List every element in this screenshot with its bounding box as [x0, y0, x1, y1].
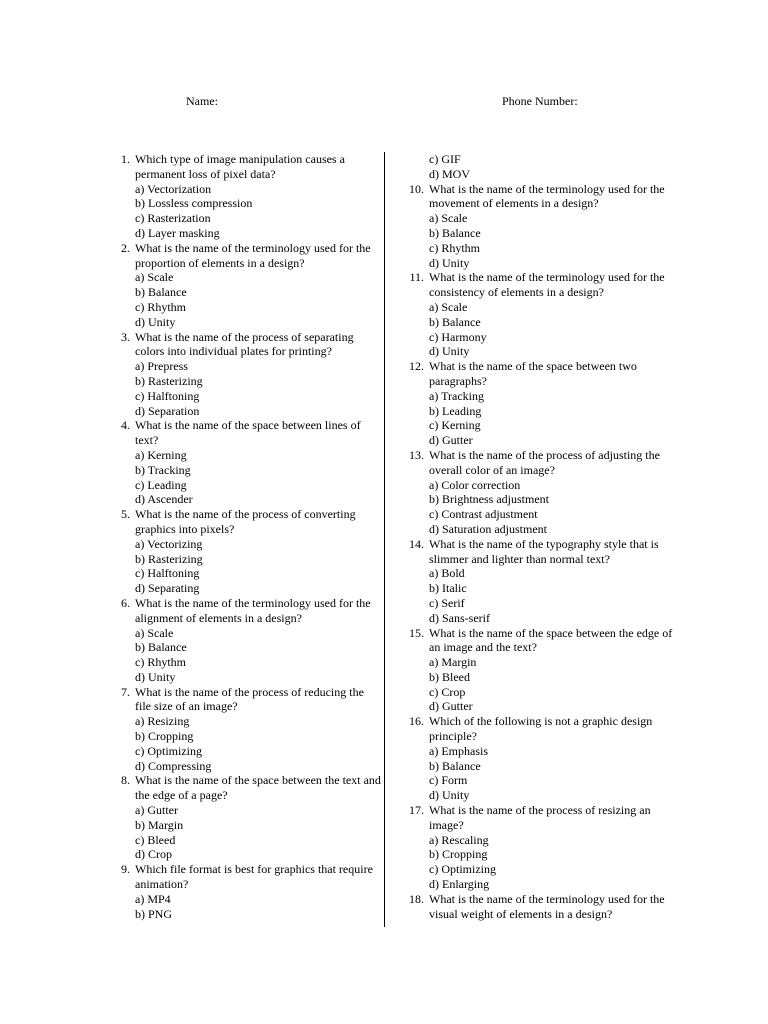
question-item [404, 182, 680, 271]
answer-option: a) Scale [429, 299, 468, 314]
answer-option: a) Bold [429, 566, 465, 581]
answer-option: b) PNG [135, 906, 173, 921]
answer-option: c) Optimizing [135, 743, 202, 758]
answer-option: b) Cropping [135, 729, 194, 744]
question-text: What is the name of the space between two paragraphs? [429, 359, 637, 388]
question-text: Which of the following is not a graphic design principle? [429, 714, 653, 744]
answer-option: c) Halftoning [135, 388, 200, 403]
question-item [404, 892, 680, 922]
question-item [110, 507, 382, 596]
answer-option: a) Emphasis [429, 743, 488, 758]
question-item [404, 448, 680, 537]
question-text: What is the name of the terminology used for the proportion of elements in a design? [135, 240, 371, 270]
question-text: What is the name of the space between the edge of an image and the text? [429, 625, 673, 655]
question-number: 2. [121, 240, 130, 255]
answer-option: c) Rhythm [135, 655, 186, 670]
answer-option: d) Crop [135, 847, 172, 862]
question-item [110, 773, 382, 862]
answer-option: d) Gutter [429, 699, 473, 714]
answer-option: a) Rescaling [429, 832, 489, 847]
question-text: What is the name of the process of resizing an image? [429, 803, 651, 832]
answer-option: c) Kerning [429, 418, 481, 433]
question-number: 8. [121, 773, 130, 788]
answer-option: c) Optimizing [429, 862, 496, 877]
answer-option: d) Unity [429, 255, 470, 270]
answer-option: c) Form [429, 773, 468, 788]
question-number: 1. [121, 152, 130, 166]
question-number: 10. [409, 181, 424, 196]
question-item [110, 862, 382, 921]
question-text: What is the name of the process of separating colors into individual plates for printing? [135, 329, 354, 359]
answer-option: b) Margin [135, 817, 184, 832]
answer-option: b) Lossless compression [135, 196, 253, 211]
answer-option: d) Layer masking [135, 225, 220, 240]
answer-option: d) Sans-serif [429, 610, 490, 625]
answer-option: c) Serif [429, 595, 465, 610]
question-text: What is the name of the space between the text and the edge of a page? [135, 773, 381, 803]
answer-option: b) Rasterizing [135, 373, 203, 388]
answer-option: d) Gutter [429, 433, 473, 448]
question-number: 7. [121, 684, 130, 699]
question-text: What is the name of the terminology used for the movement of elements in a design? [429, 181, 665, 211]
question-item [110, 685, 382, 774]
question-number: 14. [409, 536, 424, 551]
question-item [404, 803, 680, 892]
question-item [110, 596, 382, 685]
answer-option: d) Ascender [135, 492, 193, 507]
answer-option: b) Italic [429, 581, 467, 596]
question-number: 6. [121, 595, 130, 610]
answer-option: d) Saturation adjustment [429, 521, 547, 536]
right-question-column [404, 152, 680, 921]
left-question-column [110, 152, 382, 921]
question-number: 16. [409, 714, 424, 729]
answer-option: c) Harmony [429, 329, 487, 344]
answer-option: b) Leading [429, 403, 482, 418]
question-text: What is the name of the terminology used for the alignment of elements in a design? [135, 595, 371, 625]
answer-option: b) Balance [429, 314, 481, 329]
question-item [110, 330, 382, 419]
answer-option: b) Balance [429, 225, 481, 240]
answer-option: a) Scale [429, 211, 468, 226]
question-text: What is the name of the terminology used for the visual weight of elements in a design? [429, 891, 665, 921]
question-number: 11. [409, 270, 424, 285]
answer-option: c) Rhythm [429, 240, 480, 255]
answer-option: b) Rasterizing [135, 551, 203, 566]
answer-option: d) Separation [135, 403, 200, 418]
answer-option: b) Balance [135, 640, 187, 655]
answer-option: d) Unity [429, 788, 470, 803]
answer-option: d) Unity [429, 344, 470, 359]
answer-option: a) Gutter [135, 803, 178, 818]
name-label: Name: [186, 94, 218, 108]
answer-option: b) Bleed [429, 669, 470, 684]
question-text: What is the name of the process of converting graphics into pixels? [135, 507, 356, 536]
answer-option: d) MOV [429, 166, 470, 181]
answer-option: b) Balance [135, 285, 187, 300]
column-divider [384, 152, 385, 927]
answer-option: d) Unity [135, 669, 176, 684]
question-text: Which type of image manipulation causes a permanent loss of pixel data? [135, 152, 345, 181]
answer-option: a) Prepress [135, 359, 188, 374]
answer-option: c) Rhythm [135, 299, 186, 314]
answer-option: d) Enlarging [429, 877, 490, 892]
question-number: 13. [409, 447, 424, 462]
question-number: 17. [409, 803, 424, 818]
question-item [110, 418, 382, 507]
question-item [404, 270, 680, 359]
answer-option: a) Kerning [135, 447, 187, 462]
answer-option: c) Rasterization [135, 211, 211, 226]
answer-option: a) Tracking [429, 388, 484, 403]
answer-option: d) Compressing [135, 758, 212, 773]
question-item [110, 241, 382, 330]
question-number: 4. [121, 418, 130, 433]
question-text: Which file format is best for graphics that require animation? [135, 862, 373, 892]
answer-option: d) Unity [135, 314, 176, 329]
question-text: What is the name of the space between lines of text? [135, 418, 361, 448]
question-number: 5. [121, 507, 130, 522]
answer-option: a) Resizing [135, 714, 190, 729]
question-item [404, 359, 680, 448]
question-number: 3. [121, 329, 130, 344]
question-number: 9. [121, 862, 130, 877]
answer-option: a) Scale [135, 625, 174, 640]
question-number: 15. [409, 625, 424, 640]
answer-option: c) Crop [429, 684, 466, 699]
answer-option: a) Margin [429, 655, 477, 670]
continued-options [404, 152, 680, 182]
question-text: What is the name of the process of reducing the file size of an image? [135, 684, 364, 714]
question-item [404, 626, 680, 715]
answer-option: d) Separating [135, 581, 200, 596]
question-item [110, 152, 382, 241]
answer-option: c) GIF [429, 152, 461, 166]
question-text: What is the name of the typography style that is slimmer and lighter than normal text? [429, 536, 659, 566]
answer-option: a) MP4 [135, 891, 171, 906]
answer-option: b) Balance [429, 758, 481, 773]
answer-option: a) Scale [135, 270, 174, 285]
question-text: What is the name of the terminology used for the consistency of elements in a design? [429, 270, 665, 300]
question-number: 12. [409, 359, 424, 374]
answer-option: c) Bleed [135, 832, 176, 847]
answer-option: c) Contrast adjustment [429, 507, 538, 522]
answer-option: c) Halftoning [135, 566, 200, 581]
answer-option: a) Vectorization [135, 181, 212, 196]
question-item [404, 537, 680, 626]
phone-number-label: Phone Number: [502, 94, 578, 108]
question-item [404, 714, 680, 803]
question-number: 18. [409, 891, 424, 906]
answer-option: c) Leading [135, 477, 187, 492]
answer-option: b) Brightness adjustment [429, 492, 549, 507]
answer-option: a) Color correction [429, 477, 521, 492]
answer-option: b) Cropping [429, 847, 488, 862]
question-text: What is the name of the process of adjusting the overall color of an image? [429, 447, 660, 477]
answer-option: a) Vectorizing [135, 536, 203, 551]
answer-option: b) Tracking [135, 462, 191, 477]
